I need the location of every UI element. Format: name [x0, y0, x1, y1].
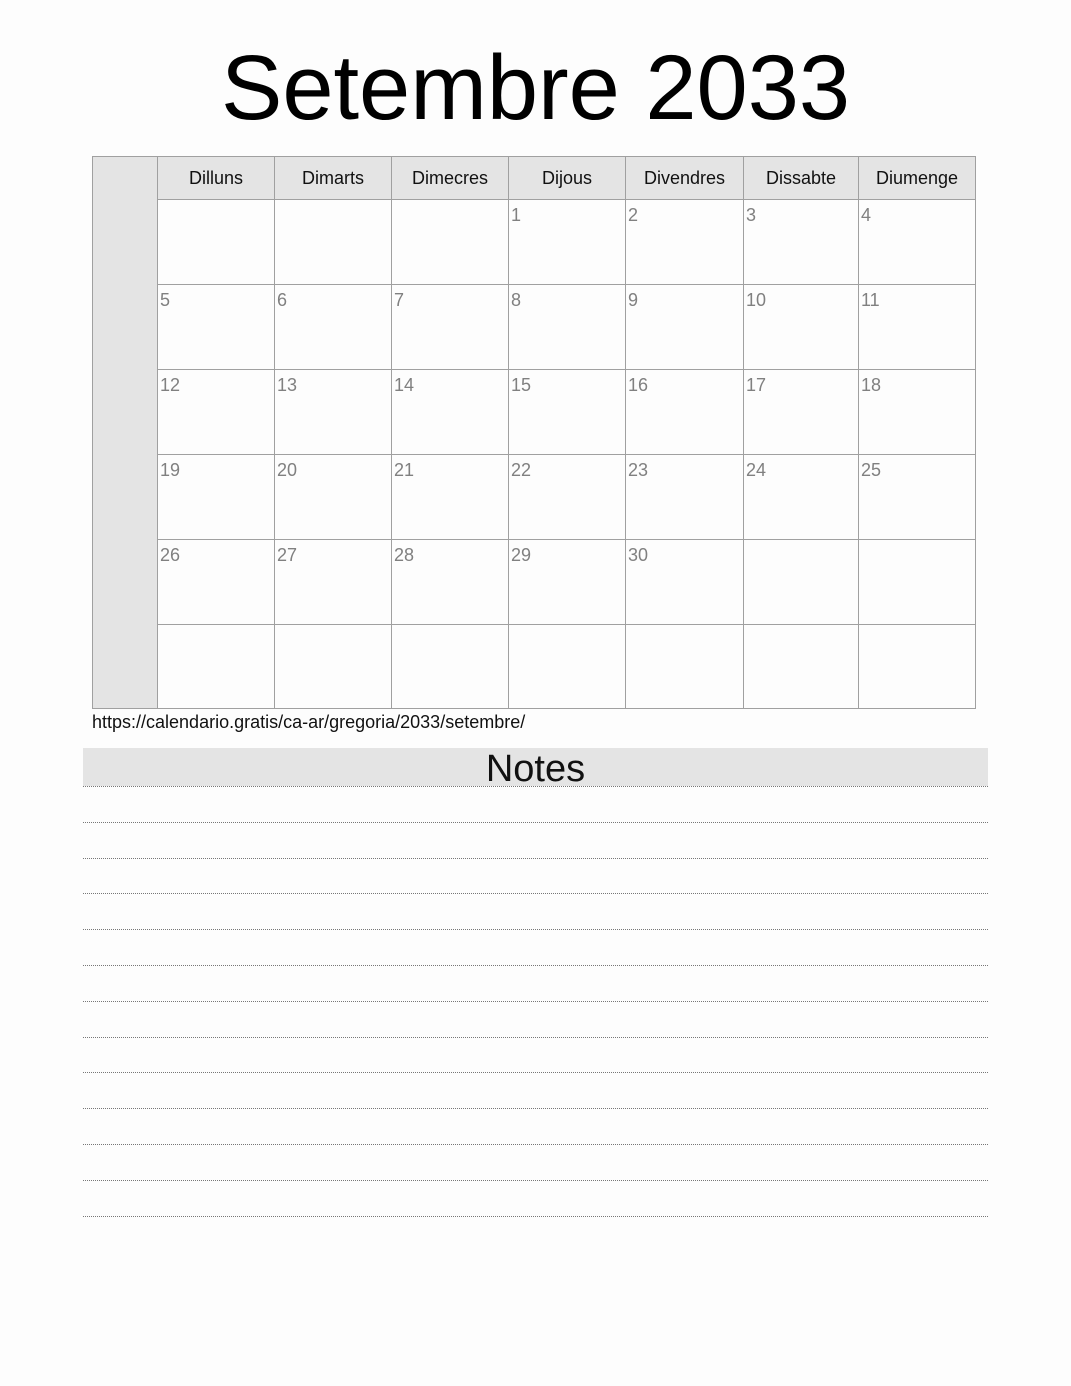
- note-line: [83, 1144, 988, 1145]
- note-line: [83, 786, 988, 787]
- note-line: [83, 1180, 988, 1181]
- day-cell: [509, 200, 626, 285]
- calendar-title: Setembre 2033: [220, 37, 851, 139]
- weekday-header: Diumenge: [859, 157, 975, 200]
- day-cell: [509, 455, 626, 540]
- day-cell: [859, 285, 975, 370]
- day-cell: [158, 285, 275, 370]
- day-number: 6: [277, 290, 288, 310]
- day-cell: [626, 370, 744, 455]
- day-cell: [158, 200, 275, 285]
- day-cell: [392, 455, 509, 540]
- note-line: [83, 1001, 988, 1002]
- day-number: 9: [628, 290, 639, 310]
- day-cell: [626, 540, 744, 625]
- note-line: [83, 822, 988, 823]
- note-line: [83, 893, 988, 894]
- day-number: 25: [861, 460, 882, 480]
- day-cell: [392, 540, 509, 625]
- source-url: https://calendario.gratis/ca-ar/gregoria/2033/setembre/: [92, 712, 526, 732]
- day-number: 8: [511, 290, 522, 310]
- note-line: [83, 1216, 988, 1217]
- day-cell: [275, 455, 392, 540]
- day-cell: [744, 540, 859, 625]
- week-number-column: [93, 157, 158, 708]
- day-cell: [275, 285, 392, 370]
- day-cell: [275, 200, 392, 285]
- day-cell: [509, 285, 626, 370]
- weekday-header: Dimarts: [275, 157, 392, 200]
- day-cell: [392, 625, 509, 708]
- weekday-header: Dilluns: [158, 157, 275, 200]
- day-number: 12: [160, 375, 181, 395]
- day-cell: [392, 370, 509, 455]
- day-cell: [626, 625, 744, 708]
- day-number: 14: [394, 375, 415, 395]
- day-number: 13: [277, 375, 298, 395]
- day-cell: [859, 200, 975, 285]
- day-cell: [509, 625, 626, 708]
- day-number: 4: [861, 205, 872, 225]
- weekday-header: Dimecres: [392, 157, 509, 200]
- day-cell: [626, 285, 744, 370]
- day-number: 17: [746, 375, 767, 395]
- day-cell: [859, 625, 975, 708]
- day-cell: [158, 455, 275, 540]
- day-number: 23: [628, 460, 649, 480]
- note-line: [83, 1072, 988, 1073]
- day-number: 19: [160, 460, 181, 480]
- day-cell: [744, 285, 859, 370]
- day-cell: [626, 200, 744, 285]
- day-cell: [744, 455, 859, 540]
- note-line: [83, 1108, 988, 1109]
- day-number: 2: [628, 205, 639, 225]
- day-number: 18: [861, 375, 882, 395]
- day-number: 11: [861, 290, 880, 310]
- day-number: 27: [277, 545, 298, 565]
- day-cell: [158, 370, 275, 455]
- day-number: 28: [394, 545, 415, 565]
- note-line: [83, 965, 988, 966]
- day-cell: [859, 370, 975, 455]
- day-cell: [509, 370, 626, 455]
- day-number: 20: [277, 460, 298, 480]
- day-cell: [392, 200, 509, 285]
- day-cell: [509, 540, 626, 625]
- day-number: 29: [511, 545, 532, 565]
- weekday-header: Dissabte: [744, 157, 859, 200]
- day-number: 26: [160, 545, 181, 565]
- day-number: 30: [628, 545, 649, 565]
- day-number: 7: [394, 290, 405, 310]
- day-cell: [626, 455, 744, 540]
- notes-header: Notes: [83, 748, 988, 786]
- weekday-header: Divendres: [626, 157, 744, 200]
- day-number: 3: [746, 205, 757, 225]
- day-cell: [158, 625, 275, 708]
- day-number: 1: [511, 205, 522, 225]
- note-line: [83, 1037, 988, 1038]
- day-cell: [744, 370, 859, 455]
- day-number: 15: [511, 375, 532, 395]
- day-cell: [859, 455, 975, 540]
- note-line: [83, 929, 988, 930]
- day-cell: [392, 285, 509, 370]
- day-cell: [859, 540, 975, 625]
- day-cell: [744, 200, 859, 285]
- weekday-header: Dijous: [509, 157, 626, 200]
- day-number: 24: [746, 460, 767, 480]
- calendar-grid: [92, 156, 976, 709]
- day-number: 21: [394, 460, 415, 480]
- day-cell: [275, 540, 392, 625]
- day-cell: [275, 625, 392, 708]
- note-line: [83, 858, 988, 859]
- day-number: 5: [160, 290, 171, 310]
- day-cell: [158, 540, 275, 625]
- day-number: 22: [511, 460, 532, 480]
- day-cell: [744, 625, 859, 708]
- day-cell: [275, 370, 392, 455]
- day-number: 10: [746, 290, 767, 310]
- day-number: 16: [628, 375, 649, 395]
